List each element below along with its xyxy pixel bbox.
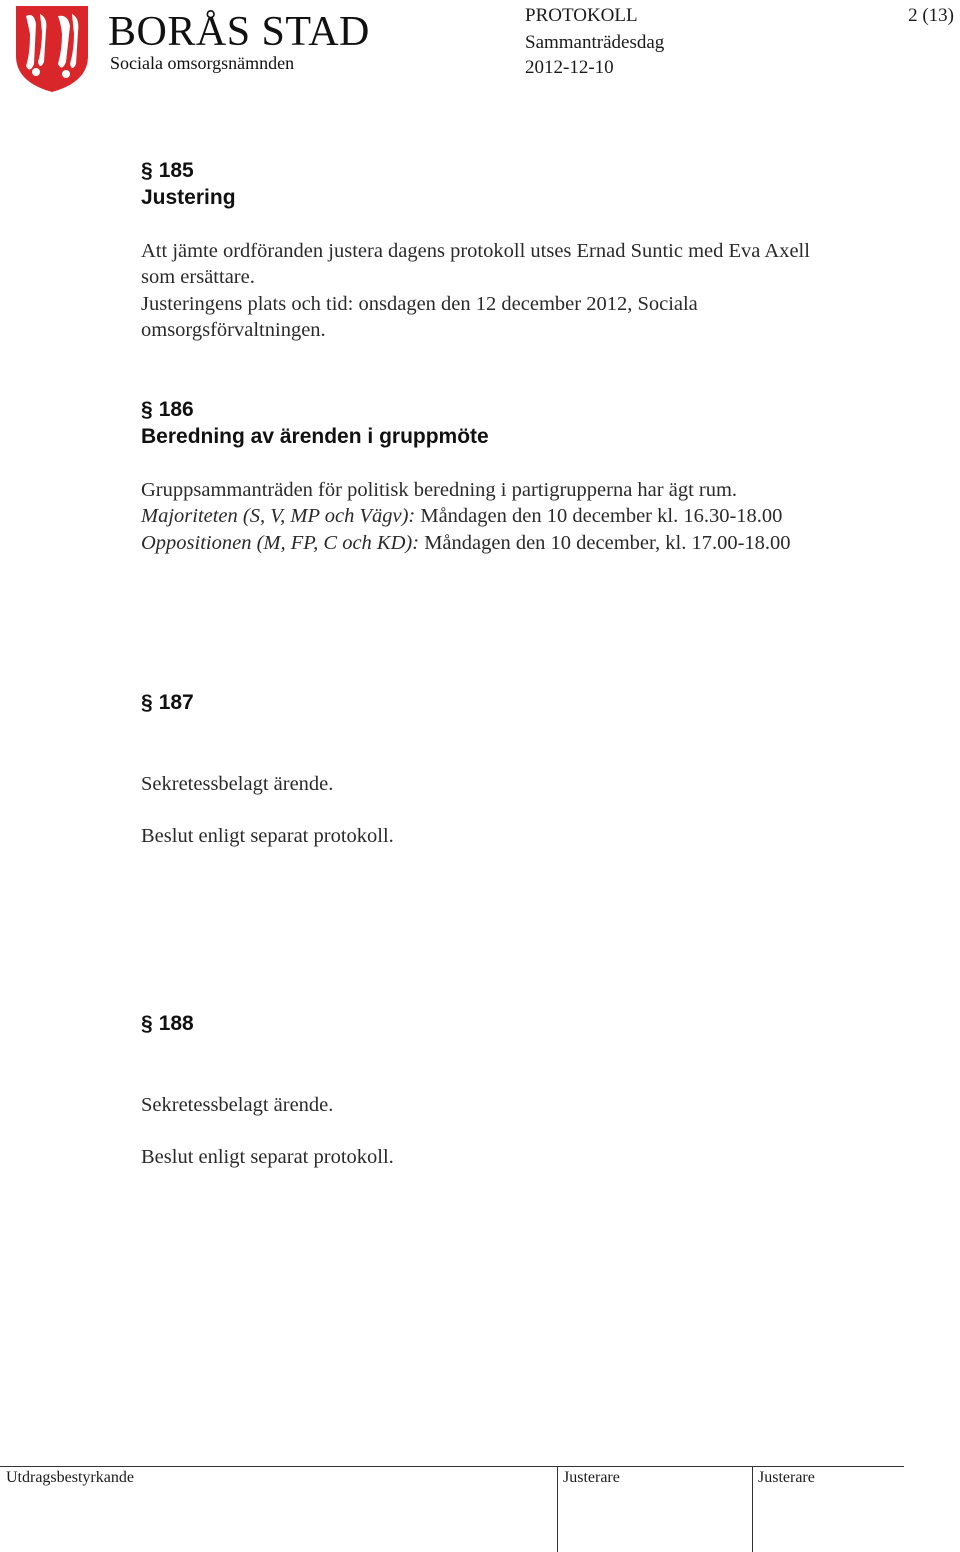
paragraph-icon: § <box>141 1012 153 1035</box>
boras-coat-of-arms-icon <box>14 4 90 94</box>
document-type: PROTOKOLL <box>525 5 638 26</box>
footer-divider <box>752 1466 753 1552</box>
footer-divider <box>557 1466 558 1552</box>
section-187-line2: Beslut enligt separat protokoll. <box>141 825 394 847</box>
section-185-title: Justering <box>141 186 236 209</box>
meeting-type: Sammanträdesdag <box>525 32 665 53</box>
body-line: Gruppsammanträden för politisk beredning i partigrupperna har ägt rum. <box>141 479 738 501</box>
section-number: 185 <box>158 159 194 182</box>
opposition-time: Måndagen den 10 december, kl. 17.00-18.00 <box>419 531 791 554</box>
section-185-body <box>141 238 810 343</box>
majority-line <box>141 503 791 529</box>
section-185-heading <box>141 158 194 184</box>
city-name: BORÅS STAD <box>108 9 370 55</box>
body-line: omsorgsförvaltningen. <box>141 318 326 341</box>
section-188-heading <box>141 1011 194 1037</box>
opposition-line <box>141 530 791 556</box>
section-number: 187 <box>158 691 194 714</box>
paragraph-icon: § <box>141 691 153 714</box>
body-line: Att jämte ordföranden justera dagens protokoll utses Ernad Suntic med Eva Axell <box>141 240 810 262</box>
section-186-heading <box>141 397 194 423</box>
majority-time: Måndagen den 10 december kl. 16.30-18.00 <box>415 505 783 528</box>
board-name: Sociala omsorgsnämnden <box>110 53 295 73</box>
section-number: 188 <box>158 1012 194 1035</box>
body-line: som ersättare. <box>141 266 255 289</box>
section-number: 186 <box>158 398 194 421</box>
footer-adjuster-label: Justerare <box>758 1469 815 1486</box>
opposition-label: Oppositionen (M, FP, C och KD): <box>141 531 420 554</box>
paragraph-icon: § <box>141 398 153 421</box>
footer-attestation-label: Utdragsbestyrkande <box>6 1469 134 1486</box>
section-187-heading <box>141 690 194 716</box>
section-187-line1: Sekretessbelagt ärende. <box>141 773 334 795</box>
paragraph-icon: § <box>141 159 153 182</box>
section-188-line1: Sekretessbelagt ärende. <box>141 1094 334 1116</box>
section-186-title: Beredning av ärenden i gruppmöte <box>141 425 489 448</box>
majority-label: Majoriteten (S, V, MP och Vägv): <box>141 505 416 528</box>
meeting-date: 2012-12-10 <box>525 57 614 78</box>
footer-rule <box>0 1466 904 1467</box>
section-188-line2: Beslut enligt separat protokoll. <box>141 1146 394 1168</box>
footer-adjuster-label: Justerare <box>563 1469 620 1486</box>
section-186-body <box>141 477 791 556</box>
body-line: Justeringens plats och tid: onsdagen den 12 december 2012, Sociala <box>141 292 698 315</box>
page-number: 2 (13) <box>908 5 954 26</box>
